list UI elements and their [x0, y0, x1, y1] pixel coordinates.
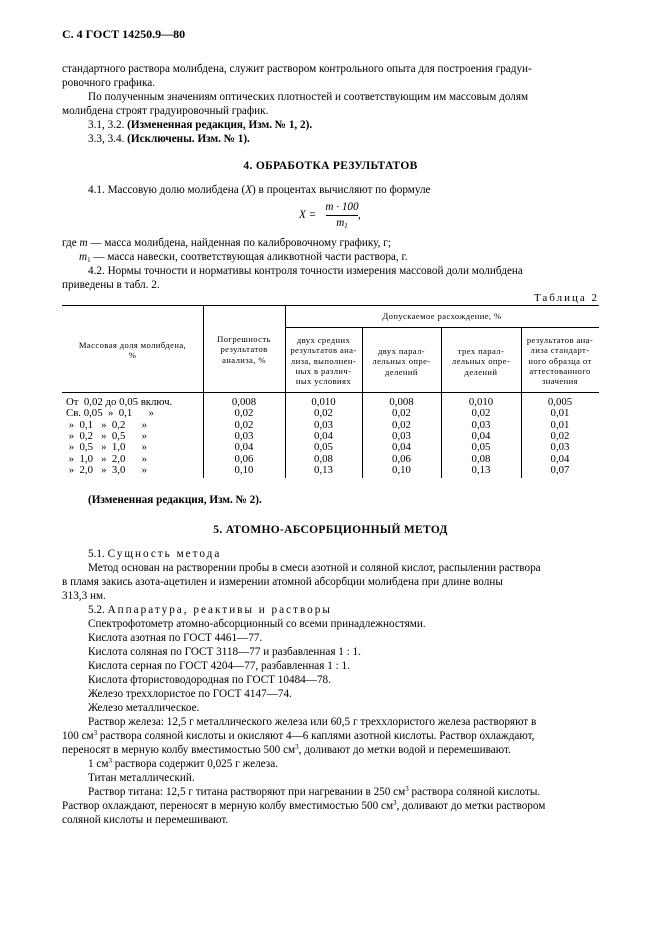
text-line: в пламя закись азота-ацетилен и измерении атомной абсорбции молибдена при длине волны — [62, 576, 503, 588]
running-head: С. 4 ГОСТ 14250.9—80 — [62, 27, 186, 41]
table-cell: 0,04 — [392, 441, 411, 454]
table-cell: 0,05 — [314, 441, 333, 454]
text-line: переносят в мерную колбу вместимостью 500 $см^3$, доливают до метки водой и перемешивают. — [62, 743, 511, 756]
paragraph-4-1: 4.1. Массовую долю молибдена (X) в процентах вычисляют по формуле — [88, 184, 431, 196]
table-cell: 0,08 — [471, 452, 491, 465]
text-line: 100 $см^3$ раствора соляной кислоты и окисляют 4—6 каплями азотной кислоты. Раствор охлаждают, — [62, 729, 535, 742]
table-cell: 0,03 — [392, 429, 411, 442]
formula-denominator: $m_1$ — [336, 217, 348, 230]
table-cell: 0,04 — [550, 452, 570, 465]
table-cell: 0,02 — [392, 418, 411, 431]
text-line: стандартного раствора молибдена, служит раствором контрольного опыта для построения градуи- — [62, 63, 532, 75]
subsection-heading: 5.2. Аппаратура, реактивы и растворы — [88, 604, 332, 616]
text-line: 4.2. Нормы точности и нормативы контроля точности измерения массовой доли молибдена — [88, 265, 523, 277]
reagent-item: Спектрофотометр атомно-абсорционный со всеми принадлежностями. — [88, 618, 426, 630]
column-header-three-parallel: трех парал- лельных опре- делений — [451, 346, 511, 377]
text-line: соляной кислоты и перемешивают. — [62, 814, 229, 826]
column-header-standard-sample: результатов ана- лиза стандарт- ного образца от аттестованного значения — [526, 335, 594, 387]
amendment-note — [88, 119, 312, 132]
column-header-error: Погрешность результатов анализа, % — [217, 334, 271, 365]
table-cell: 0,13 — [471, 463, 491, 476]
table-cell: 0,03 — [471, 418, 491, 431]
table-cell: 0,02 — [392, 407, 411, 420]
formula-lhs: X = — [299, 209, 317, 221]
reagent-item: Кислота азотная по ГОСТ 4461—77. — [88, 632, 263, 644]
row-label: » 1,0 » 2,0 » — [66, 452, 147, 465]
section-title: 5. АТОМНО-АБСОРБЦИОННЫЙ МЕТОД — [213, 524, 448, 536]
row-label: » 0,2 » 0,5 » — [66, 429, 147, 442]
table-cell: 0,03 — [234, 429, 254, 442]
table-cell: 0,04 — [234, 441, 254, 454]
table-cell: 0,06 — [234, 452, 254, 465]
table-cell: 0,01 — [550, 418, 570, 431]
table-cell: 0,06 — [392, 452, 411, 465]
table-cell: 0,02 — [234, 407, 254, 420]
table-cell: 0,008 — [231, 396, 257, 408]
reagent-item: Кислота серная по ГОСТ 4204—77, разбавленная 1 : 1. — [88, 660, 350, 672]
table-cell: 0,10 — [234, 463, 254, 476]
table-cell: 0,02 — [234, 418, 254, 431]
table-rule — [285, 327, 599, 328]
table-rule — [62, 392, 599, 393]
row-label: » 0,1 » 0,2 » — [66, 418, 147, 431]
note-text: (Исключены. Изм. № 1). — [127, 133, 250, 145]
fraction-bar — [326, 215, 358, 216]
row-label: » 2,0 » 3,0 » — [66, 463, 147, 476]
table-cell: 0,005 — [547, 396, 573, 408]
note-text: (Измененная редакция, Изм. № 1, 2). — [127, 119, 313, 131]
table-cell: 0,04 — [471, 429, 491, 442]
table-cell: 0,010 — [468, 396, 494, 408]
table-cell: 0,04 — [314, 429, 333, 442]
table-cell: 0,05 — [471, 441, 491, 454]
table-cell: 0,03 — [550, 441, 570, 454]
reagent-item: Железо металлическое. — [88, 702, 200, 714]
table-cell: 0,03 — [314, 418, 333, 431]
table-cell: 0,07 — [550, 463, 570, 476]
row-label: От 0,02 до 0,05 включ. — [66, 396, 173, 408]
table-caption: Таблица 2 — [533, 292, 599, 304]
reagent-item: Железо треххлористое по ГОСТ 4147—74. — [88, 688, 292, 700]
column-group-header: Допускаемое расхождение, % — [382, 311, 502, 321]
text-line: Титан металлический. — [88, 772, 195, 784]
amendment-note — [88, 133, 250, 146]
table-cell: 0,008 — [389, 396, 414, 408]
table-rule — [62, 305, 599, 306]
text-line: Метод основан на растворении пробы в смеси азотной и соляной кислот, распылении раствора — [88, 562, 541, 574]
note-number: 3.1, 3.2. — [88, 119, 125, 131]
section-title: 4. ОБРАБОТКА РЕЗУЛЬТАТОВ — [243, 160, 418, 172]
amendment-note: (Измененная редакция, Изм. № 2). — [88, 494, 262, 506]
text-line: Раствор титана: 12,5 г титана растворяют при нагревании в 250 $см^3$ раствора соляной кислоты. — [88, 785, 541, 798]
text-line: 1 $см^3$ раствора содержит 0,025 г железа. — [88, 757, 278, 770]
formula-tail: , — [358, 209, 361, 221]
table-cell: 0,02 — [314, 407, 333, 420]
text-line: По полученным значениям оптических плотностей и соответствующим им массовым долям — [88, 91, 529, 103]
row-label: Св. 0,05 » 0,1 » — [66, 407, 154, 420]
text-line: Раствор охлаждают, переносят в мерную колбу вместимостью 500 $см^3$, доливают до метки раствором — [62, 799, 546, 812]
table-cell: 0,01 — [550, 407, 570, 420]
table-cell: 0,10 — [392, 463, 411, 476]
table-cell: 0,13 — [314, 463, 333, 476]
column-header-two-parallel: двух парал- лельных опре- делений — [372, 346, 431, 377]
row-label: » 0,5 » 1,0 » — [66, 441, 147, 454]
text-line: 313,3 нм. — [62, 590, 106, 602]
text-line: ровочного графика. — [62, 77, 156, 89]
note-number: 3.3, 3.4. — [88, 133, 125, 145]
table-cell: 0,02 — [550, 429, 570, 442]
where-line: где m — масса молибдена, найденная по калибровочному графику, г; — [62, 237, 391, 249]
table-cell: 0,010 — [311, 396, 336, 408]
table-cell: 0,02 — [471, 407, 491, 420]
text-line: Раствор железа: 12,5 г металлического железа или 60,5 г треххлористого железа растворяют в — [88, 716, 537, 728]
where-line: $m_1$ — масса навески, соответствующая аликвотной части раствора, г. — [79, 251, 408, 264]
formula-numerator: m · 100 — [325, 201, 359, 213]
text-line: молибдена строят градуировочный график. — [62, 105, 269, 117]
reagent-item: Кислота фтористоводородная по ГОСТ 10484—78. — [88, 674, 331, 686]
table-cell: 0,08 — [314, 452, 333, 465]
subsection-heading: 5.1. Сущность метода — [88, 548, 222, 560]
column-header-two-means: двух средних результатов ана- лиза, выполнен- ных в различ- ных условиях — [290, 335, 357, 387]
text-line: приведены в табл. 2. — [62, 279, 160, 291]
reagent-item: Кислота соляная по ГОСТ 3118—77 и разбавленная 1 : 1. — [88, 646, 361, 658]
column-header-mass-fraction: Массовая доля молибдена, % — [78, 340, 187, 361]
